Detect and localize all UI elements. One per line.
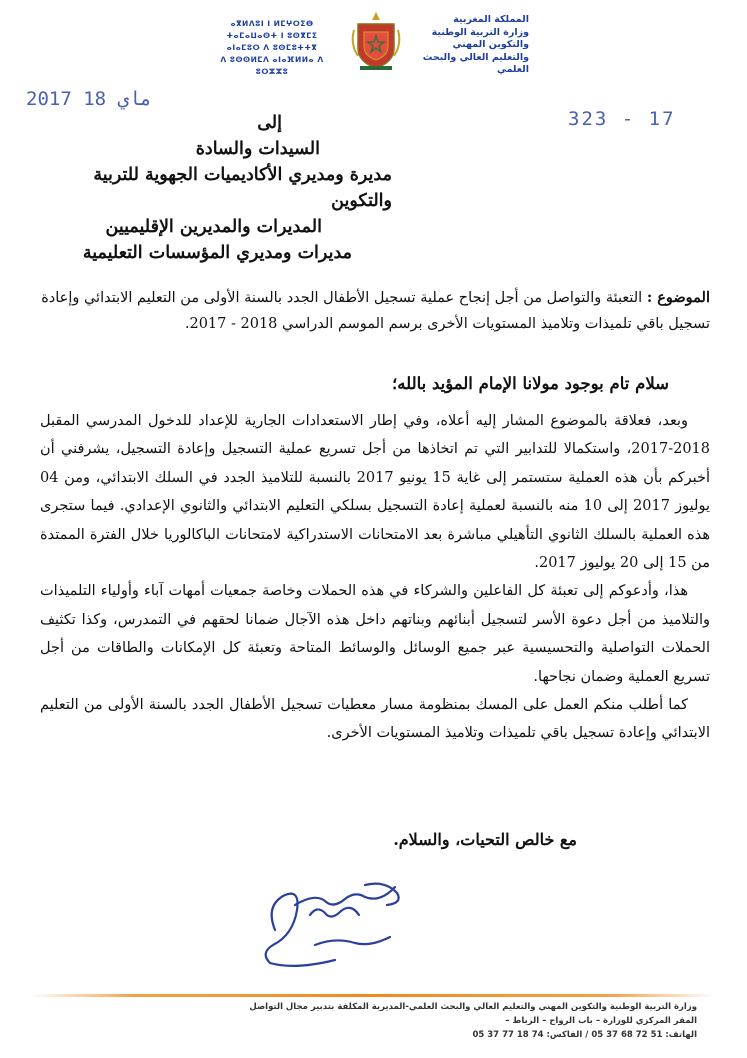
ministry-header-tifinagh — [212, 18, 332, 78]
addressee-line: السيدات والسادة — [195, 139, 320, 159]
addressee-line: المديرات والمديرين الإقليميين — [105, 217, 322, 237]
addressee-line: مديرات ومديري المؤسسات التعليمية — [82, 243, 352, 263]
body-paragraph: كما أطلب منكم العمل على المسك بمنظومة مسار معطيات تسجيل الأطفال الجدد بالسنة الأولى من التعليم الابتدائي وإعادة تسجيل باقي تلميذات وتلاميذ المستويات الأخرى. — [40, 697, 710, 742]
ministry-header-line: والتكوين المهني — [452, 39, 529, 50]
ministry-header-line: وزارة التربية الوطنية — [431, 26, 529, 38]
letter-body — [40, 407, 710, 748]
ministry-header-line: ⴰⴳⵍⴷⵓⵏ ⵏ ⵍⵎⵖⵔⵉⴱ — [230, 19, 314, 28]
coat-of-arms-emblem — [350, 10, 402, 72]
ministry-header-arabic — [399, 14, 529, 77]
footer-line: وزارة التربية الوطنية والتكوين المهني والتعليم العالي والبحث العلمي-المديرية المكلفة بتدبير مجال التواصل — [249, 1002, 697, 1012]
reference-number-stamp: 323 - 17 — [568, 108, 676, 130]
addressee-line: مديرة ومديري الأكاديميات الجهوية للتربية والتكوين — [93, 165, 392, 211]
body-paragraph: وبعد، فعلاقة بالموضوع المشار إليه أعلاه، وفي إطار الاستعدادات الجارية للإعداد للدخول المدرسي المقبل 2018-2017، واستكمالا للتدابير التي تم اتخاذها من أجل تسريع عملية التسجيل وإعادة التسجيل، يشرفني أن أخبركم بأن هذه العملية ستستمر إلى غاية 15 يونيو 2017 بالنسبة للتلاميذ الجدد في السلك الابتدائي، ومن 04 يوليوز 2017 إلى 10 منه بالنسبة لعملية إعادة التسجيل بسلكي التعليم الابتدائي والثانوي الإعدادي. فيما ستجرى هذه العملية بالسلك الثانوي التأهيلي مباشرة بعد الامتحانات الاستدراكية لامتحانات الباكالوريا خلال الفترة الممتدة من 15 إلى 20 يوليوز 2017. — [40, 413, 710, 572]
salutation: سلام تام بوجود مولانا الإمام المؤيد بالله؛ — [392, 374, 669, 393]
footer-line: المقر المركزي للوزارة – باب الرواح – الرباط – — [505, 1016, 697, 1026]
closing-line: مع خالص التحيات، والسلام. — [393, 830, 577, 849]
handwritten-signature — [255, 875, 405, 975]
ministry-header-line: والتعليم العالي والبحث العلمي — [422, 51, 529, 75]
ministry-header-line: ⴷ ⵓⵙⵙⵍⵎⴷ ⴰⵏⴰⴼⵍⵍⴰ ⴷ ⵓⵔⵣⵣⵓ — [220, 55, 324, 76]
addressee-to: إلى — [257, 113, 282, 133]
footer-block — [117, 1000, 697, 1042]
addressee-block — [62, 110, 392, 266]
body-paragraph: هذا، وأدعوكم إلى تعبئة كل الفاعلين والشركاء في هذه الحملات وخاصة جمعيات أمهات آباء وأولياء التلميذات والتلاميذ من أجل دعوة الأسر لتسجيل أبنائهم وبناتهم داخل هذه الآجال ضمانا لحقهم في التمدرس، وكذا تكثيف الحملات التواصلية والتحسيسية عبر جميع الوسائل والوسائط المتاحة وتعبئة كل الإمكانات والطاقات من أجل تسريع العملية وضمان نجاحها. — [40, 583, 710, 685]
footer-divider — [30, 994, 715, 997]
subject-label: الموضوع : — [646, 289, 710, 306]
ministry-header-line: ⴰⵏⴰⵎⵓⵔ ⴷ ⵓⵙⵎⵓⵜⵜⴳ — [226, 43, 318, 52]
subject-block — [40, 285, 710, 337]
footer-line: الهاتف: 51 72 68 37 05 / الفاكس: 74 18 77 37 05 — [472, 1030, 697, 1040]
subject-text: التعبئة والتواصل من أجل إنجاح عملية تسجيل الأطفال الجدد بالسنة الأولى من التعليم الابتدائي وإعادة تسجيل باقي تلميذات وتلاميذ المستويات الأخرى برسم الموسم الدراسي 2018 - 2017. — [41, 290, 710, 332]
date-stamp: 2017 ماي 18 — [26, 88, 152, 110]
ministry-header-line: ⵜⴰⵎⴰⵡⴰⵙⵜ ⵏ ⵓⵙⴳⵎⵉ — [226, 31, 318, 40]
ministry-header-line: المملكة المغربية — [453, 14, 529, 25]
